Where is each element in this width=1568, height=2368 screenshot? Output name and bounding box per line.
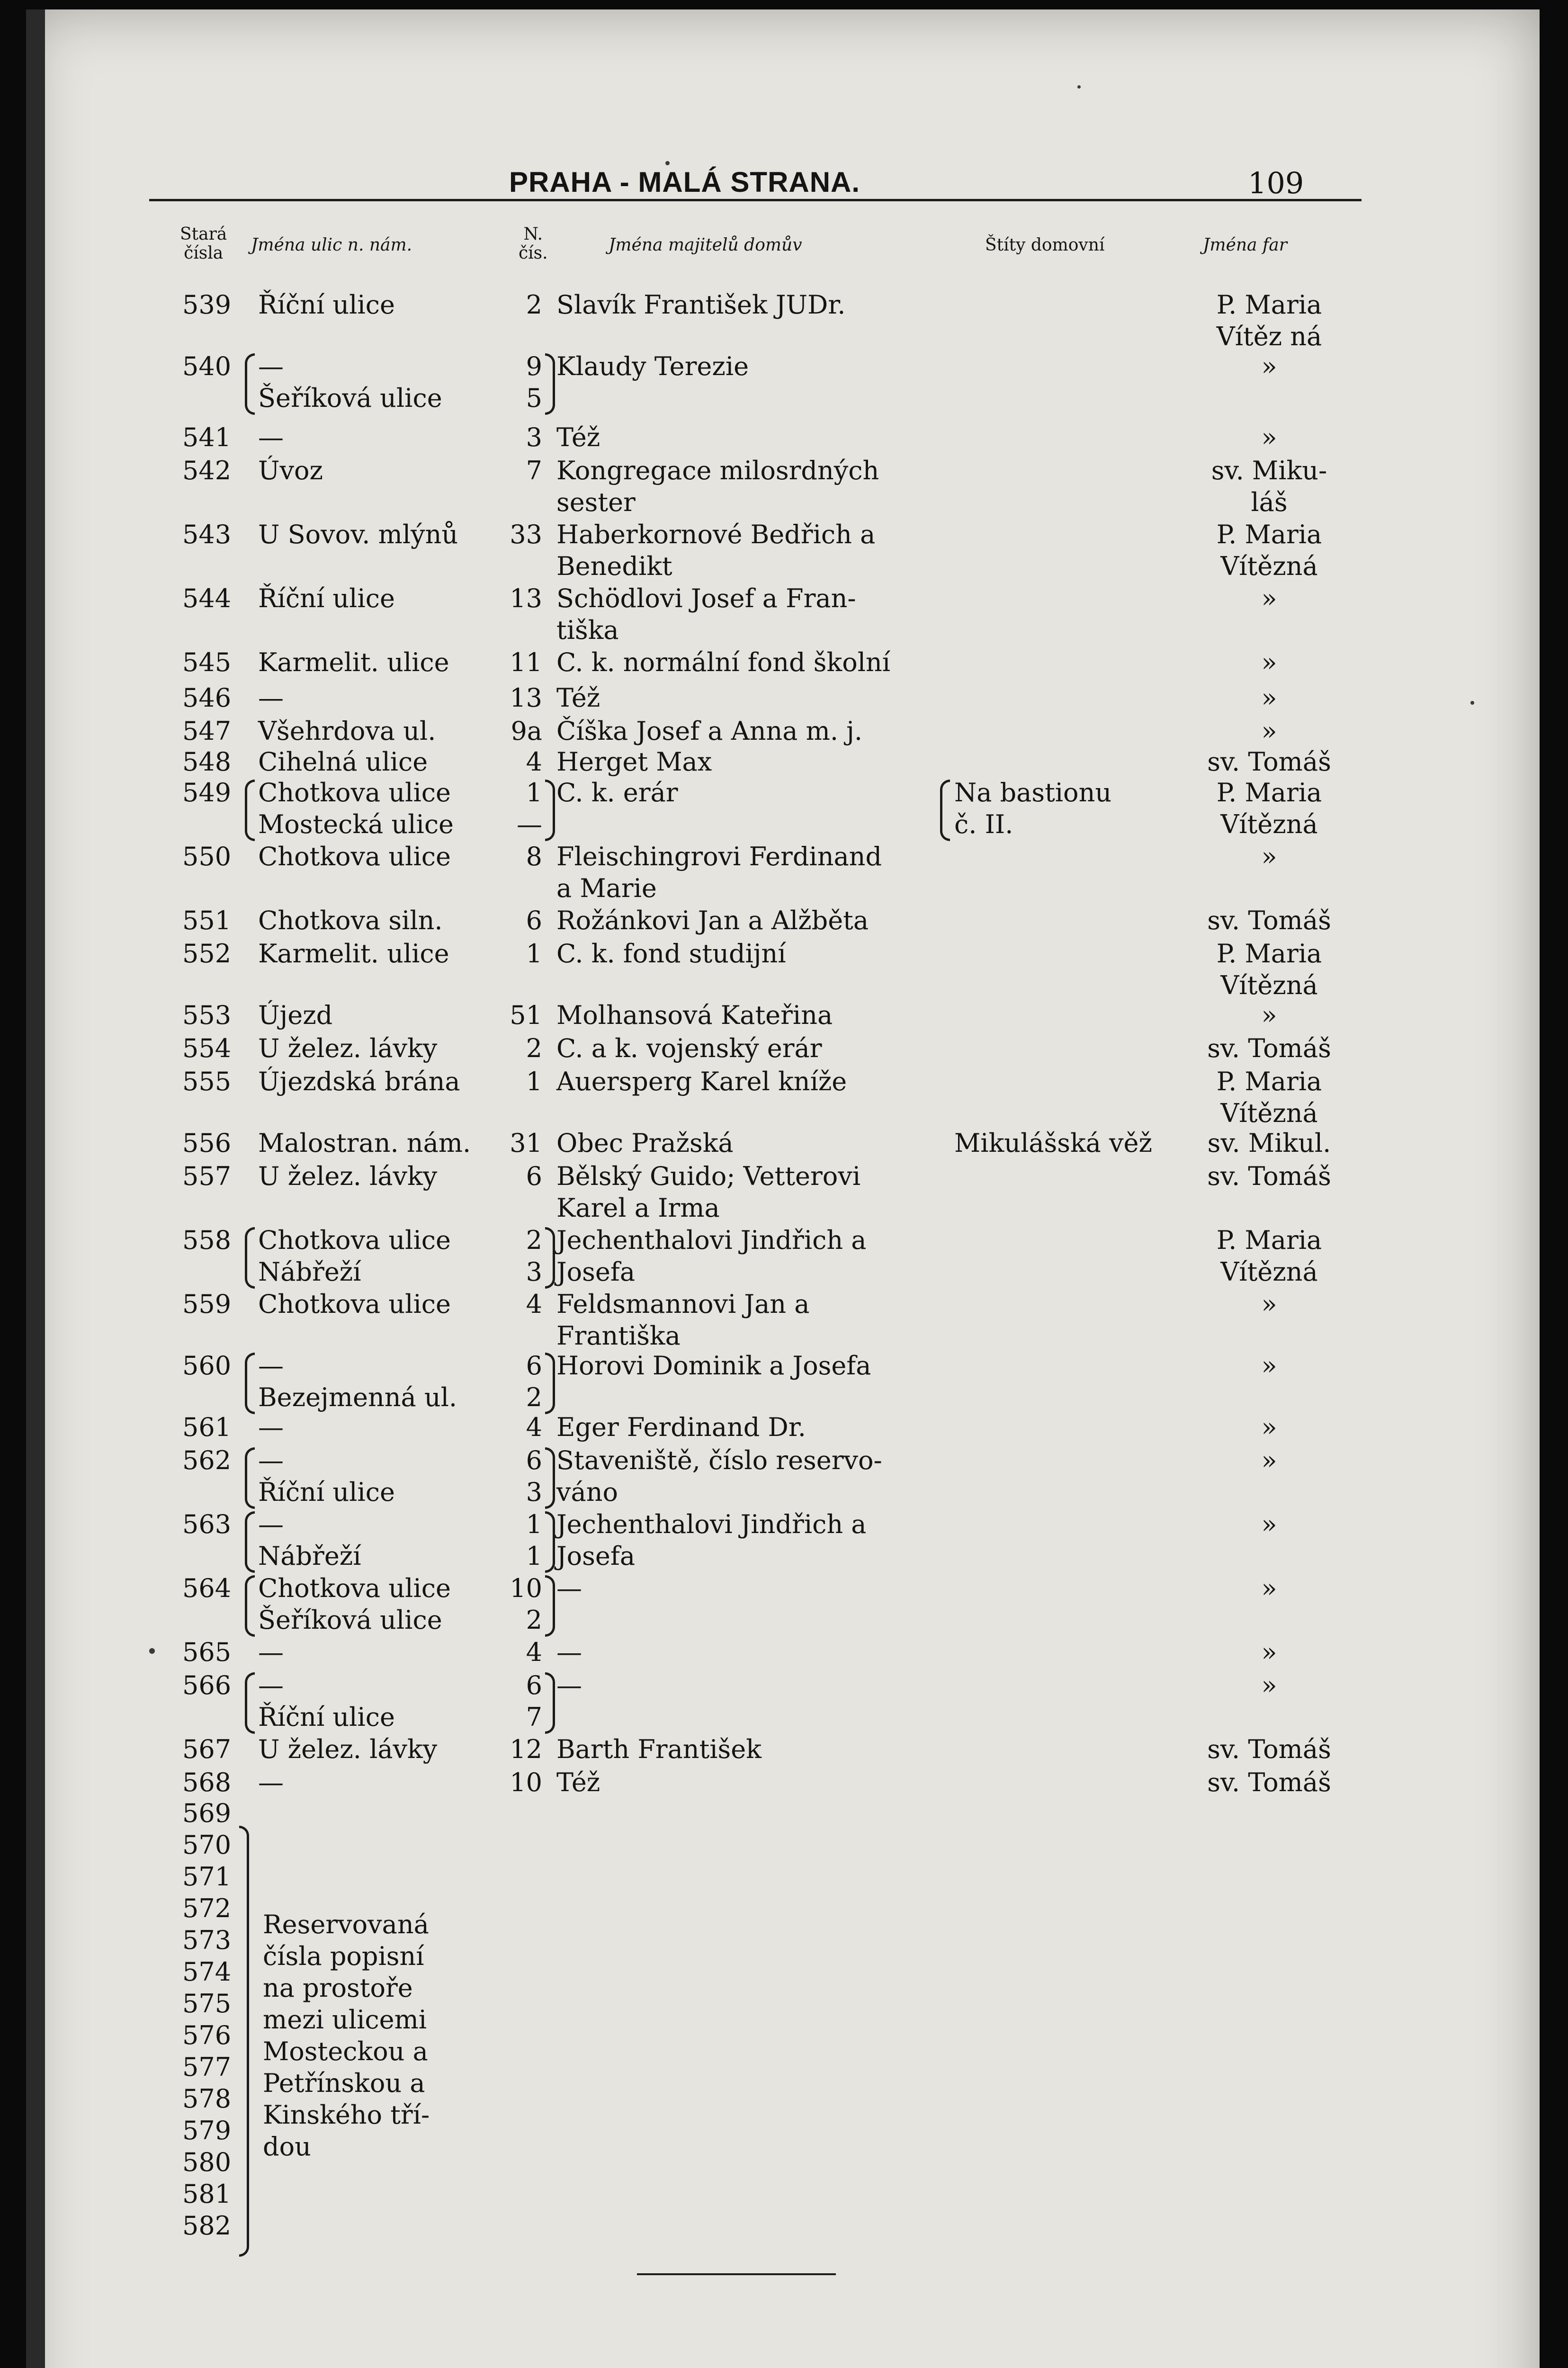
row-number: 565 <box>182 1637 232 1667</box>
owner-name: Horovi Dominik a Josefa <box>556 1351 871 1381</box>
parish-name: » <box>1261 1670 1277 1700</box>
page-header <box>26 166 1540 208</box>
house-number: 12 <box>510 1734 542 1764</box>
paper-speck <box>1077 85 1081 89</box>
header-rule <box>149 199 1362 201</box>
house-number: 13 <box>510 683 542 713</box>
house-number: 4 <box>526 1412 542 1442</box>
parish-name: P. Maria Vítěz ná <box>1216 290 1322 351</box>
page-edge <box>26 9 45 2368</box>
house-number: 6 <box>526 1161 542 1191</box>
house-number: 9 5 <box>526 351 542 413</box>
reserved-number: 574 <box>182 1957 232 1987</box>
parish-name: P. Maria Vítězná <box>1216 1067 1322 1128</box>
row-number: 544 <box>182 583 232 613</box>
street-brace <box>245 353 255 415</box>
owner-name: Obec Pražská <box>556 1128 734 1158</box>
owner-name: Jechenthalovi Jindřich a Josefa <box>556 1509 867 1571</box>
parish-name: » <box>1261 1637 1277 1667</box>
owner-name: Staveniště, číslo reservo- váno <box>556 1445 882 1507</box>
owner-name: Molhansová Kateřina <box>556 1000 833 1030</box>
street-name: Chotkova siln. <box>258 906 443 935</box>
street-name: — Říční ulice <box>258 1670 395 1732</box>
row-number: 564 <box>182 1573 232 1603</box>
street-name: U želez. lávky <box>258 1161 438 1191</box>
reserved-number: 577 <box>182 2052 232 2082</box>
parish-name: P. Maria Vítězná <box>1216 1225 1322 1287</box>
street-name: Malostran. nám. <box>258 1128 471 1158</box>
parish-name: P. Maria Vítězná <box>1216 939 1322 1000</box>
owner-name: Jechenthalovi Jindřich a Josefa <box>556 1225 867 1287</box>
street-name: Chotkova ulice Mostecká ulice <box>258 778 454 839</box>
house-sign: Na bastionu č. II. <box>954 778 1112 839</box>
house-number: 4 <box>526 1637 542 1667</box>
parish-name: » <box>1261 1000 1277 1030</box>
street-name: Újezd <box>258 1000 333 1030</box>
street-name: Chotkova ulice Nábřeží <box>258 1225 451 1287</box>
reserved-number: 572 <box>182 1893 232 1923</box>
column-headers <box>26 225 1540 277</box>
parish-name: » <box>1261 1412 1277 1442</box>
col-jmena-ulic: Jména ulic n. nám. <box>251 235 412 255</box>
street-name: — Nábřeží <box>258 1509 361 1571</box>
row-number: 547 <box>182 716 232 746</box>
house-number: 8 <box>526 842 542 871</box>
street-name: U želez. lávky <box>258 1734 438 1764</box>
owner-name: Herget Max <box>556 747 712 777</box>
row-number: 551 <box>182 906 232 935</box>
row-number: 568 <box>182 1767 232 1797</box>
col-fary: Jména far <box>1203 235 1287 255</box>
parish-name: sv. Tomáš <box>1207 1161 1331 1191</box>
house-number: 1 <box>526 1067 542 1096</box>
parish-name: » <box>1261 1509 1277 1539</box>
parish-name: P. Maria Vítězná <box>1216 778 1322 839</box>
parish-name: » <box>1261 842 1277 871</box>
reserved-number: 575 <box>182 1989 232 2018</box>
house-number: 2 3 <box>526 1225 542 1287</box>
house-sign: Mikulášská věž <box>954 1128 1152 1158</box>
street-name: Chotkova ulice Šeříková ulice <box>258 1573 451 1635</box>
paper-speck <box>665 161 670 165</box>
parish-name: » <box>1261 1289 1277 1319</box>
row-number: 560 <box>182 1351 232 1381</box>
street-name: — Bezejmenná ul. <box>258 1351 457 1412</box>
col-stity: Štíty domovní <box>985 235 1105 255</box>
owner-name: C. k. fond studijní <box>556 939 786 969</box>
owner-name: Rožánkovi Jan a Alžběta <box>556 906 869 935</box>
parish-name: » <box>1261 583 1277 613</box>
street-name: Karmelit. ulice <box>258 939 449 969</box>
page-title: PRAHA - MALÁ STRANA. <box>509 166 860 198</box>
row-number: 558 <box>182 1225 232 1255</box>
number-brace <box>545 780 555 841</box>
house-number: 2 <box>526 290 542 320</box>
house-number: 10 2 <box>510 1573 542 1635</box>
sign-brace <box>940 780 950 841</box>
owner-name: C. k. erár <box>556 778 678 807</box>
owner-name: — <box>556 1637 582 1667</box>
house-number: 31 <box>510 1128 542 1158</box>
row-number: 541 <box>182 422 232 452</box>
house-number: 4 <box>526 747 542 777</box>
owner-name: Auersperg Karel kníže <box>556 1067 847 1096</box>
house-number: 1 <box>526 939 542 969</box>
row-number: 546 <box>182 683 232 713</box>
reserved-number: 570 <box>182 1830 232 1860</box>
row-number: 554 <box>182 1033 232 1063</box>
reserved-number: 571 <box>182 1862 232 1892</box>
street-name: — <box>258 1637 284 1667</box>
street-name: Újezdská brána <box>258 1067 460 1096</box>
parish-name: sv. Tomáš <box>1207 906 1331 935</box>
parish-name: » <box>1261 351 1277 381</box>
parish-name: » <box>1261 422 1277 452</box>
house-number: 2 <box>526 1033 542 1063</box>
owner-name: Bělský Guido; Vetterovi Karel a Irma <box>556 1161 861 1223</box>
owner-name: Fleischingrovi Ferdinand a Marie <box>556 842 882 903</box>
col-stara-cisla: Stará čísla <box>180 224 227 263</box>
owner-name: Klaudy Terezie <box>556 351 749 381</box>
owner-name: Feldsmannovi Jan a Františka <box>556 1289 810 1351</box>
parish-name: » <box>1261 1351 1277 1381</box>
street-name: Úvoz <box>258 456 323 485</box>
owner-name: Též <box>556 422 600 452</box>
row-number: 550 <box>182 842 232 871</box>
number-brace <box>545 353 555 415</box>
street-name: U želez. lávky <box>258 1033 438 1063</box>
number-brace <box>545 1447 555 1509</box>
parish-name: P. Maria Vítězná <box>1216 520 1322 581</box>
row-number: 557 <box>182 1161 232 1191</box>
house-number: 6 <box>526 906 542 935</box>
owner-name: Slavík František JUDr. <box>556 290 846 320</box>
row-number: 562 <box>182 1445 232 1475</box>
parish-name: » <box>1261 683 1277 713</box>
house-number: 6 3 <box>526 1445 542 1507</box>
parish-name: » <box>1261 1445 1277 1475</box>
parish-name: sv. Tomáš <box>1207 1033 1331 1063</box>
owner-name: Eger Ferdinand Dr. <box>556 1412 806 1442</box>
street-name: — <box>258 1412 284 1442</box>
row-number: 552 <box>182 939 232 969</box>
row-number: 567 <box>182 1734 232 1764</box>
house-number: 51 <box>510 1000 542 1030</box>
row-number: 556 <box>182 1128 232 1158</box>
owner-name: C. a k. vojenský erár <box>556 1033 822 1063</box>
house-number: 4 <box>526 1289 542 1319</box>
col-majitele: Jména majitelů domův <box>609 235 802 255</box>
end-rule <box>637 2273 836 2275</box>
row-number: 542 <box>182 456 232 485</box>
owner-name: Haberkornové Bedřich a Benedikt <box>556 520 876 581</box>
street-name: — <box>258 683 284 713</box>
house-number: 33 <box>510 520 542 549</box>
parish-name: » <box>1261 647 1277 677</box>
reserved-number: 582 <box>182 2211 232 2241</box>
number-brace <box>545 1511 555 1573</box>
row-number: 548 <box>182 747 232 777</box>
street-name: Říční ulice <box>258 583 395 613</box>
street-name: Karmelit. ulice <box>258 647 449 677</box>
reserved-brace <box>239 1826 249 2257</box>
row-number: 561 <box>182 1412 232 1442</box>
house-number: 10 <box>510 1767 542 1797</box>
street-brace <box>245 1672 255 1734</box>
street-brace <box>245 1447 255 1509</box>
owner-name: — <box>556 1573 582 1603</box>
paper-speck <box>149 1648 155 1654</box>
paper-speck <box>1470 701 1474 705</box>
parish-name: sv. Tomáš <box>1207 747 1331 777</box>
house-number: 1 1 <box>526 1509 542 1571</box>
reserved-number: 569 <box>182 1798 232 1828</box>
number-brace <box>545 1353 555 1414</box>
col-n-cis: N. čís. <box>519 224 548 263</box>
street-name: Říční ulice <box>258 290 395 320</box>
row-number: 549 <box>182 778 232 807</box>
row-number: 540 <box>182 351 232 381</box>
street-brace <box>245 1227 255 1289</box>
house-number: 9a <box>511 716 542 746</box>
reserved-number: 573 <box>182 1925 232 1955</box>
reserved-number: 578 <box>182 2084 232 2114</box>
owner-name: Schödlovi Josef a Fran- tiška <box>556 583 856 645</box>
parish-name: sv. Tomáš <box>1207 1734 1331 1764</box>
row-number: 545 <box>182 647 232 677</box>
page-number: 109 <box>1248 166 1304 200</box>
owner-name: Kongregace milosrdných sester <box>556 456 879 517</box>
row-number: 559 <box>182 1289 232 1319</box>
parish-name: sv. Tomáš <box>1207 1767 1331 1797</box>
reserved-number: 579 <box>182 2116 232 2145</box>
reserved-note: Reservovaná čísla popisní na prostoře mezi ulicemi Mosteckou a Petřínskou a Kinského tří- dou <box>263 1910 430 2162</box>
row-number: 566 <box>182 1670 232 1700</box>
street-name: Chotkova ulice <box>258 1289 451 1319</box>
street-name: Chotkova ulice <box>258 842 451 871</box>
street-name: — Šeříková ulice <box>258 351 442 413</box>
house-number: 1 — <box>517 778 542 839</box>
number-brace <box>545 1672 555 1734</box>
parish-name: » <box>1261 1573 1277 1603</box>
row-number: 539 <box>182 290 232 320</box>
house-number: 3 <box>526 422 542 452</box>
reserved-number: 581 <box>182 2179 232 2209</box>
number-brace <box>545 1227 555 1289</box>
owner-name: Číška Josef a Anna m. j. <box>556 716 863 746</box>
house-number: 7 <box>526 456 542 485</box>
house-number: 11 <box>510 647 542 677</box>
street-name: — Říční ulice <box>258 1445 395 1507</box>
street-name: — <box>258 1767 284 1797</box>
owner-name: Též <box>556 1767 600 1797</box>
street-brace <box>245 1511 255 1573</box>
book-page <box>26 9 1540 2368</box>
number-brace <box>545 1575 555 1637</box>
reserved-number: 580 <box>182 2147 232 2177</box>
row-number: 555 <box>182 1067 232 1096</box>
street-name: U Sovov. mlýnů <box>258 520 458 549</box>
street-brace <box>245 1353 255 1414</box>
owner-name: Též <box>556 683 600 713</box>
row-number: 563 <box>182 1509 232 1539</box>
reserved-number: 576 <box>182 2020 232 2050</box>
parish-name: sv. Mikul. <box>1207 1128 1331 1158</box>
house-number: 6 2 <box>526 1351 542 1412</box>
street-name: Všehrdova ul. <box>258 716 436 746</box>
house-number: 13 <box>510 583 542 613</box>
house-number: 6 7 <box>526 1670 542 1732</box>
owner-name: C. k. normální fond školní <box>556 647 891 677</box>
street-brace <box>245 780 255 841</box>
street-name: — <box>258 422 284 452</box>
parish-name: sv. Miku- láš <box>1211 456 1327 517</box>
row-number: 553 <box>182 1000 232 1030</box>
street-name: Cihelná ulice <box>258 747 428 777</box>
owner-name: Barth František <box>556 1734 762 1764</box>
owner-name: — <box>556 1670 582 1700</box>
parish-name: » <box>1261 716 1277 746</box>
row-number: 543 <box>182 520 232 549</box>
street-brace <box>245 1575 255 1637</box>
